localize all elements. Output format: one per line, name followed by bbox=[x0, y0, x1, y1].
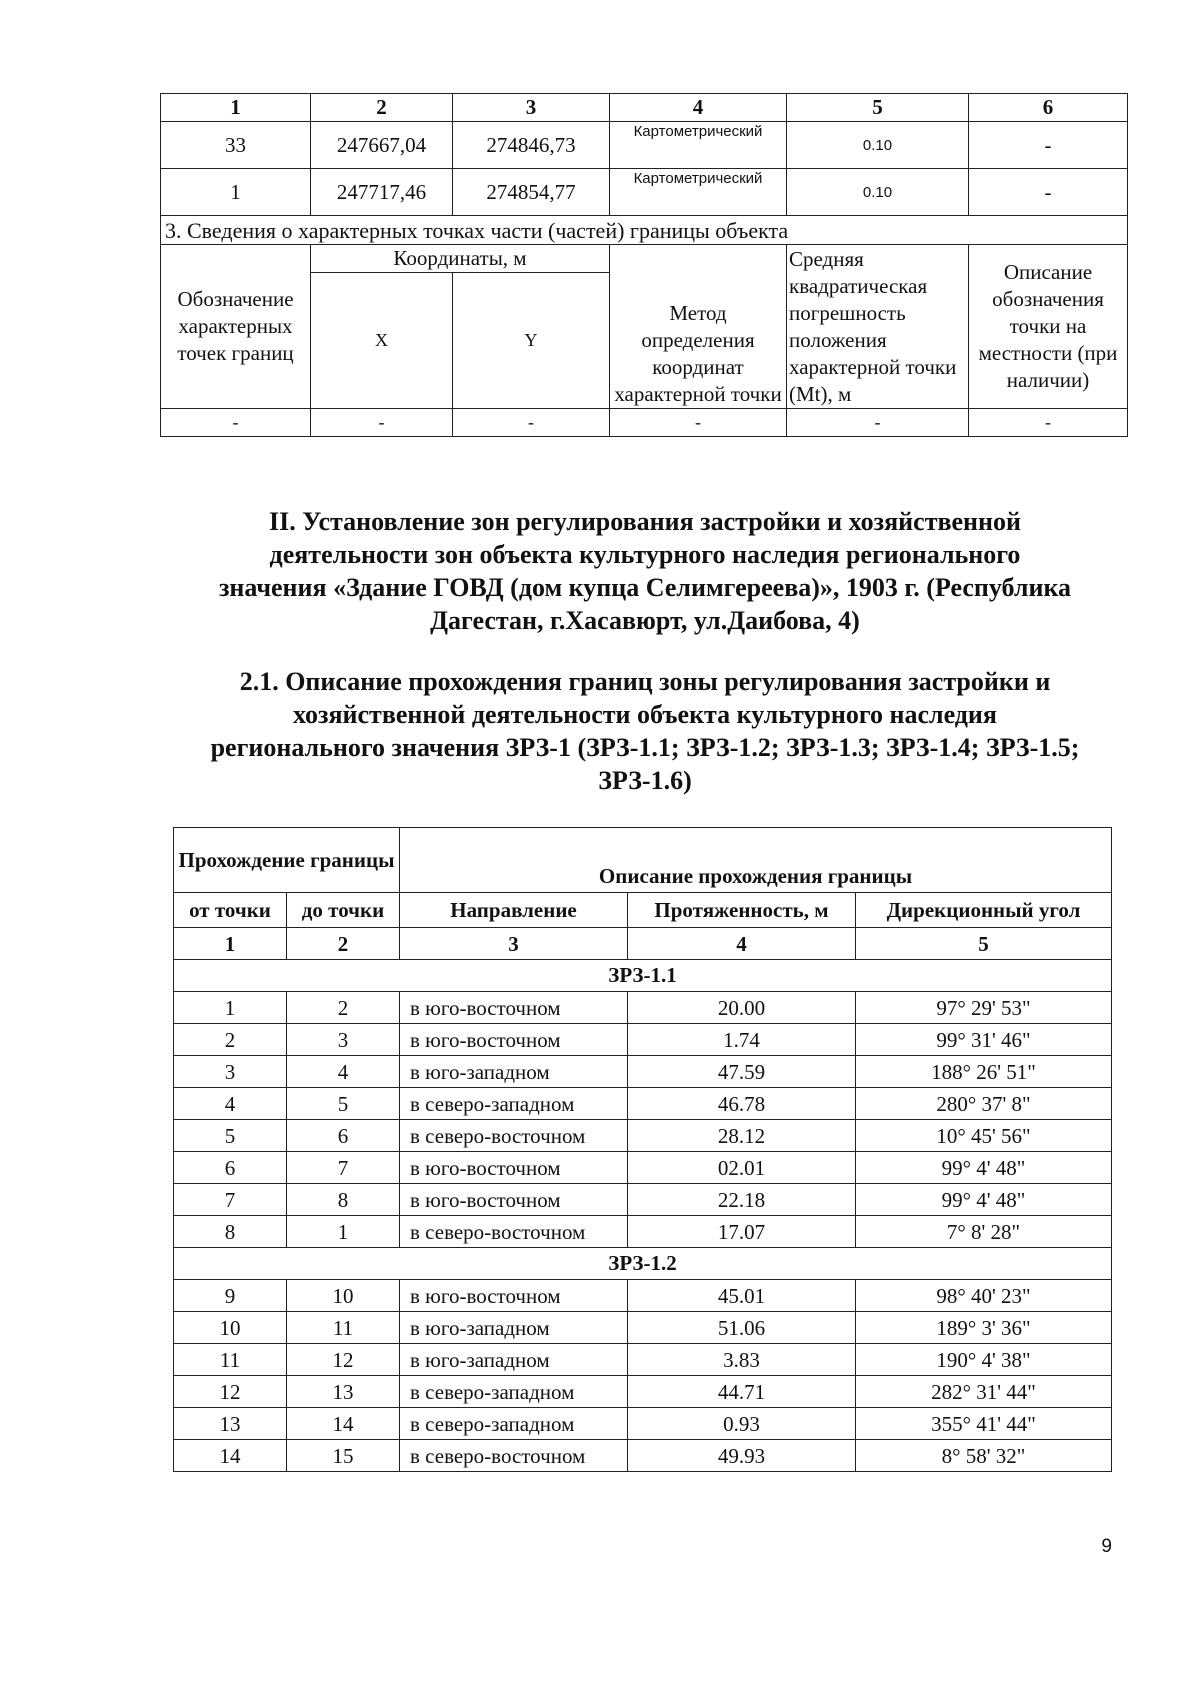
dash-cell: - bbox=[453, 409, 610, 437]
angle-cell: 282° 31' 44" bbox=[856, 1376, 1112, 1408]
dash-cell: - bbox=[311, 409, 453, 437]
heading-line: 2.1. Описание прохождения границ зоны регулирования застройки и bbox=[239, 667, 1051, 696]
length-cell: 17.07 bbox=[628, 1216, 856, 1248]
direction-cell: в северо-западном bbox=[400, 1376, 628, 1408]
table-row bbox=[174, 1152, 1112, 1184]
table-row bbox=[174, 1120, 1112, 1152]
angle-cell: 7° 8' 28" bbox=[856, 1216, 1112, 1248]
from-cell: 4 bbox=[174, 1088, 287, 1120]
from-cell: 6 bbox=[174, 1152, 287, 1184]
length-cell: 20.00 bbox=[628, 992, 856, 1024]
to-header: до точки bbox=[287, 893, 400, 928]
heading-line: значения «Здание ГОВД (дом купца Селимгереева)», 1903 г. (Республика bbox=[218, 573, 1072, 602]
to-cell: 12 bbox=[287, 1344, 400, 1376]
dash-cell: - bbox=[969, 409, 1128, 437]
zone-label: ЗРЗ-1.1 bbox=[174, 960, 1112, 992]
zone2-rows bbox=[174, 1280, 1112, 1472]
table-row bbox=[174, 1184, 1112, 1216]
from-header: от точки bbox=[174, 893, 287, 928]
coords-header: Координаты, м bbox=[311, 245, 610, 273]
col-number: 6 bbox=[969, 94, 1128, 122]
y-cell: 274854,77 bbox=[453, 169, 610, 216]
direction-cell: в северо-западном bbox=[400, 1408, 628, 1440]
direction-cell: в юго-западном bbox=[400, 1312, 628, 1344]
desc-cell: - bbox=[969, 122, 1128, 169]
heading-line: регионального значения ЗРЗ-1 (ЗРЗ-1.1; ЗРЗ-1.2; ЗРЗ-1.3; ЗРЗ-1.4; ЗРЗ-1.5; bbox=[210, 733, 1080, 762]
length-cell: 45.01 bbox=[628, 1280, 856, 1312]
method-header: Метод определения координат характерной точки bbox=[610, 245, 787, 409]
x-header: X bbox=[311, 273, 453, 409]
length-cell: 47.59 bbox=[628, 1056, 856, 1088]
x-cell: 247717,46 bbox=[311, 169, 453, 216]
angle-cell: 280° 37' 8" bbox=[856, 1088, 1112, 1120]
table-row bbox=[174, 1376, 1112, 1408]
dash-cell: - bbox=[787, 409, 969, 437]
table-row bbox=[174, 1312, 1112, 1344]
angle-cell: 97° 29' 53" bbox=[856, 992, 1112, 1024]
from-cell: 8 bbox=[174, 1216, 287, 1248]
length-cell: 1.74 bbox=[628, 1024, 856, 1056]
table-row bbox=[174, 1344, 1112, 1376]
passage-header: Прохождение границы bbox=[174, 828, 400, 893]
description-header: Описание прохождения границы bbox=[400, 828, 1112, 893]
col-number: 5 bbox=[856, 928, 1112, 960]
direction-cell: в юго-восточном bbox=[400, 1184, 628, 1216]
from-cell: 9 bbox=[174, 1280, 287, 1312]
table-row bbox=[174, 992, 1112, 1024]
dash-cell: - bbox=[610, 409, 787, 437]
col-number: 5 bbox=[787, 94, 969, 122]
method-cell: Картометрический bbox=[610, 122, 787, 169]
to-cell: 14 bbox=[287, 1408, 400, 1440]
angle-cell: 99° 4' 48" bbox=[856, 1184, 1112, 1216]
col-number: 4 bbox=[610, 94, 787, 122]
from-cell: 1 bbox=[174, 992, 287, 1024]
direction-cell: в юго-восточном bbox=[400, 1024, 628, 1056]
to-cell: 4 bbox=[287, 1056, 400, 1088]
mt-cell: 0.10 bbox=[787, 122, 969, 169]
heading-line: хозяйственной деятельности объекта культурного наследия bbox=[293, 700, 997, 729]
angle-cell: 8° 58' 32" bbox=[856, 1440, 1112, 1472]
col-number: 2 bbox=[287, 928, 400, 960]
to-cell: 8 bbox=[287, 1184, 400, 1216]
header-row bbox=[161, 245, 1128, 273]
desc-cell: - bbox=[969, 169, 1128, 216]
from-cell: 14 bbox=[174, 1440, 287, 1472]
from-cell: 11 bbox=[174, 1344, 287, 1376]
from-cell: 12 bbox=[174, 1376, 287, 1408]
to-cell: 6 bbox=[287, 1120, 400, 1152]
point-cell: 33 bbox=[161, 122, 311, 169]
direction-header: Направление bbox=[400, 893, 628, 928]
section3-title: 3. Сведения о характерных точках части (частей) границы объекта bbox=[161, 216, 1128, 245]
length-cell: 02.01 bbox=[628, 1152, 856, 1184]
to-cell: 11 bbox=[287, 1312, 400, 1344]
col-number: 3 bbox=[453, 94, 610, 122]
point-cell: 1 bbox=[161, 169, 311, 216]
angle-cell: 188° 26' 51" bbox=[856, 1056, 1112, 1088]
to-cell: 13 bbox=[287, 1376, 400, 1408]
length-cell: 22.18 bbox=[628, 1184, 856, 1216]
boundary-table bbox=[173, 827, 1112, 1472]
column-number-row bbox=[174, 928, 1112, 960]
y-cell: 274846,73 bbox=[453, 122, 610, 169]
mt-cell: 0.10 bbox=[787, 169, 969, 216]
from-cell: 10 bbox=[174, 1312, 287, 1344]
zone-row bbox=[174, 960, 1112, 992]
column-number-row bbox=[161, 94, 1128, 122]
length-header: Протяженность, м bbox=[628, 893, 856, 928]
y-header: Y bbox=[453, 273, 610, 409]
from-cell: 13 bbox=[174, 1408, 287, 1440]
length-cell: 49.93 bbox=[628, 1440, 856, 1472]
subsection-heading bbox=[150, 665, 1140, 797]
direction-cell: в северо-западном bbox=[400, 1088, 628, 1120]
angle-header: Дирекционный угол bbox=[856, 893, 1112, 928]
from-cell: 2 bbox=[174, 1024, 287, 1056]
table-row bbox=[161, 122, 1128, 169]
from-cell: 3 bbox=[174, 1056, 287, 1088]
heading-line: деятельности зон объекта культурного наследия регионального bbox=[269, 540, 1021, 569]
col-number: 2 bbox=[311, 94, 453, 122]
to-cell: 1 bbox=[287, 1216, 400, 1248]
header-row bbox=[174, 828, 1112, 893]
dash-cell: - bbox=[161, 409, 311, 437]
direction-cell: в юго-восточном bbox=[400, 1152, 628, 1184]
designation-header: Обозначение характерных точек границ bbox=[161, 245, 311, 409]
to-cell: 5 bbox=[287, 1088, 400, 1120]
length-cell: 44.71 bbox=[628, 1376, 856, 1408]
zone-row bbox=[174, 1248, 1112, 1280]
from-cell: 5 bbox=[174, 1120, 287, 1152]
table-row bbox=[161, 409, 1128, 437]
to-cell: 7 bbox=[287, 1152, 400, 1184]
table-row bbox=[174, 1056, 1112, 1088]
angle-cell: 190° 4' 38" bbox=[856, 1344, 1112, 1376]
direction-cell: в северо-восточном bbox=[400, 1120, 628, 1152]
zone1-rows bbox=[174, 992, 1112, 1248]
table-row bbox=[174, 1440, 1112, 1472]
angle-cell: 99° 4' 48" bbox=[856, 1152, 1112, 1184]
angle-cell: 10° 45' 56" bbox=[856, 1120, 1112, 1152]
length-cell: 46.78 bbox=[628, 1088, 856, 1120]
direction-cell: в юго-восточном bbox=[400, 992, 628, 1024]
angle-cell: 355° 41' 44" bbox=[856, 1408, 1112, 1440]
length-cell: 51.06 bbox=[628, 1312, 856, 1344]
col-number: 4 bbox=[628, 928, 856, 960]
col-number: 3 bbox=[400, 928, 628, 960]
to-cell: 3 bbox=[287, 1024, 400, 1056]
method-cell: Картометрический bbox=[610, 169, 787, 216]
direction-cell: в юго-западном bbox=[400, 1056, 628, 1088]
table-row bbox=[174, 1216, 1112, 1248]
direction-cell: в северо-восточном bbox=[400, 1216, 628, 1248]
to-cell: 10 bbox=[287, 1280, 400, 1312]
direction-cell: в северо-восточном bbox=[400, 1440, 628, 1472]
angle-cell: 99° 31' 46" bbox=[856, 1024, 1112, 1056]
zone-label: ЗРЗ-1.2 bbox=[174, 1248, 1112, 1280]
x-cell: 247667,04 bbox=[311, 122, 453, 169]
to-cell: 15 bbox=[287, 1440, 400, 1472]
desc-header: Описание обозначения точки на местности (при наличии) bbox=[969, 245, 1128, 409]
direction-cell: в юго-западном bbox=[400, 1344, 628, 1376]
length-cell: 28.12 bbox=[628, 1120, 856, 1152]
table-row bbox=[174, 1280, 1112, 1312]
from-cell: 7 bbox=[174, 1184, 287, 1216]
col-number: 1 bbox=[161, 94, 311, 122]
col-number: 1 bbox=[174, 928, 287, 960]
heading-line: ЗРЗ-1.6) bbox=[598, 766, 692, 795]
table-row bbox=[161, 169, 1128, 216]
section-title-row bbox=[161, 216, 1128, 245]
mt-header: Средняя квадратическая погрешность положения характерной точки (Mt), м bbox=[787, 245, 969, 409]
heading-line: Дагестан, г.Хасавюрт, ул.Даибова, 4) bbox=[430, 606, 860, 635]
table-row bbox=[174, 1024, 1112, 1056]
angle-cell: 189° 3' 36" bbox=[856, 1312, 1112, 1344]
heading-line: II. Установление зон регулирования застройки и хозяйственной bbox=[269, 507, 1021, 536]
length-cell: 3.83 bbox=[628, 1344, 856, 1376]
to-cell: 2 bbox=[287, 992, 400, 1024]
direction-cell: в юго-восточном bbox=[400, 1280, 628, 1312]
section-heading bbox=[150, 505, 1140, 637]
table-row bbox=[174, 1408, 1112, 1440]
page-number: 9 bbox=[1101, 1536, 1112, 1557]
angle-cell: 98° 40' 23" bbox=[856, 1280, 1112, 1312]
table-row bbox=[174, 1088, 1112, 1120]
coordinates-table bbox=[160, 93, 1128, 437]
length-cell: 0.93 bbox=[628, 1408, 856, 1440]
